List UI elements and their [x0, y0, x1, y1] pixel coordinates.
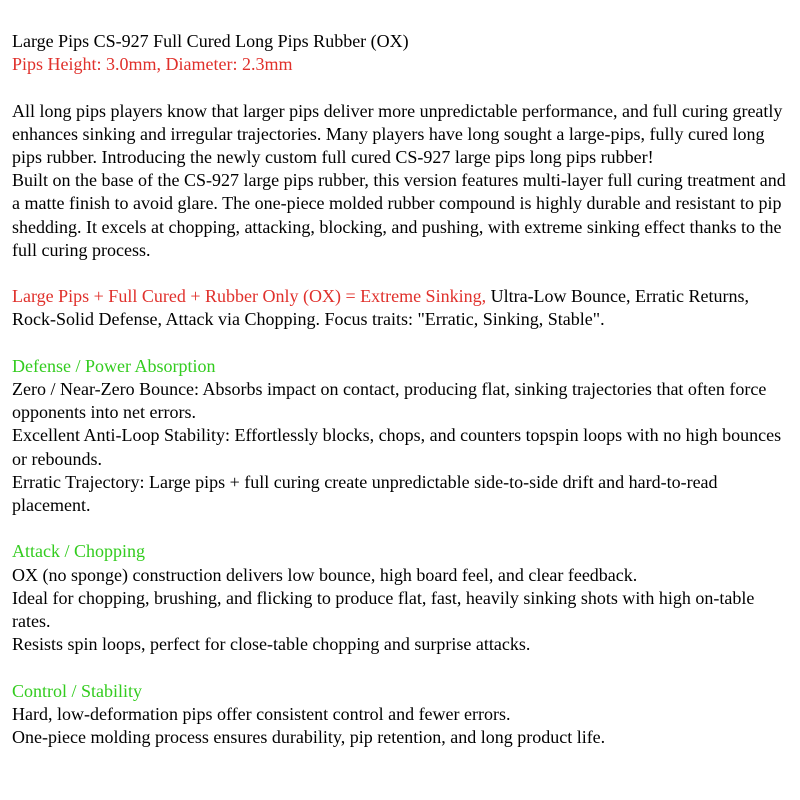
product-description — [12, 30, 794, 749]
section-line: Ideal for chopping, brushing, and flicking to produce flat, fast, heavily sinking shots with high on-table rates. — [12, 587, 755, 632]
intro-paragraph: All long pips players know that larger pips deliver more unpredictable performance, and full curing greatly enhances sinking and irregular trajectories. Many players have long sought a large-pips, fully cured long pips rubber. Introducing the newly custom full cured CS-927 large pips long pips rubber! — [12, 100, 783, 167]
product-title: Large Pips CS-927 Full Cured Long Pips Rubber (OX) — [12, 31, 409, 51]
section-line: One-piece molding process ensures durability, pip retention, and long product life. — [12, 727, 606, 748]
section-line: Erratic Trajectory: Large pips + full curing create unpredictable side-to-side drift and hard-to-read placement. — [12, 471, 718, 516]
section-line: Resists spin loops, perfect for close-table chopping and surprise attacks. — [12, 634, 531, 655]
section-line: OX (no sponge) construction delivers low bounce, high board feel, and clear feedback. — [12, 564, 638, 585]
spacer — [12, 517, 794, 540]
spacer — [12, 76, 794, 99]
intro-paragraph: Built on the base of the CS-927 large pips rubber, this version features multi-layer full curing treatment and a matte finish to avoid glare. The one-piece molded rubber compound is highly durable and resistant to pip shedding. It excels at chopping, attacking, blocking, and pushing, with extreme sinking effect thanks to the full curing process. — [12, 170, 786, 260]
spacer — [12, 332, 794, 355]
section-line: Hard, low-deformation pips offer consistent control and fewer errors. — [12, 703, 511, 724]
spacer — [12, 262, 794, 285]
summary-text: Ultra-Low Bounce, Erratic Returns, Rock-Solid Defense, Attack via Chopping. Focus traits: "Erratic, Sinking, Stable". — [12, 286, 749, 330]
product-specs: Pips Height: 3.0mm, Diameter: 2.3mm — [12, 54, 293, 75]
section-line: Excellent Anti-Loop Stability: Effortlessly blocks, chops, and counters topspin loops with no high bounces or rebounds. — [12, 425, 782, 469]
section-heading-attack: Attack / Chopping — [12, 541, 145, 562]
spacer — [12, 656, 794, 679]
summary-paragraph — [12, 285, 794, 331]
section-line: Zero / Near-Zero Bounce: Absorbs impact on contact, producing flat, sinking trajectories that often force opponents into net errors. — [12, 379, 767, 423]
section-heading-defense: Defense / Power Absorption — [12, 355, 216, 376]
summary-highlight: Large Pips + Full Cured + Rubber Only (OX) = Extreme Sinking, — [12, 286, 487, 307]
section-heading-control: Control / Stability — [12, 680, 143, 701]
